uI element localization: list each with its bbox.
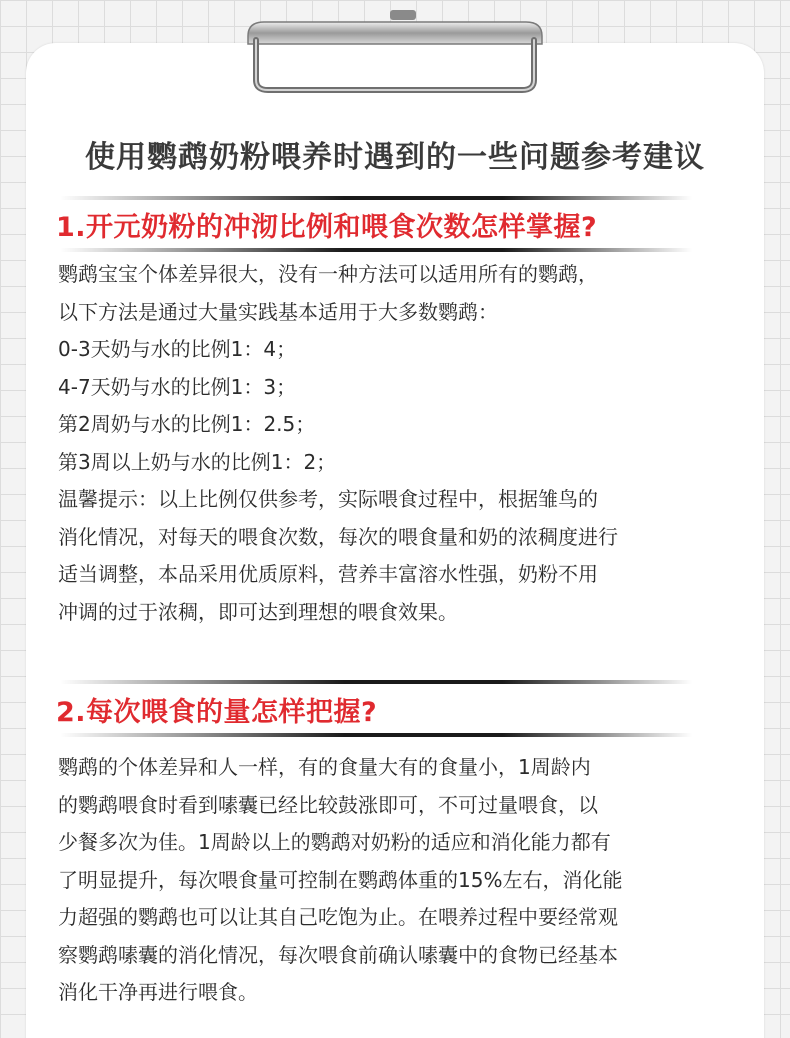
text-line: 冲调的过于浓稠，即可达到理想的喂食效果。: [58, 599, 458, 624]
clipboard-clip-icon: [242, 10, 548, 96]
section-divider: [60, 733, 692, 737]
page-title: 使用鹦鹉奶粉喂养时遇到的一些问题参考建议: [85, 140, 705, 175]
text-line: 适当调整，本品采用优质原料，营养丰富溶水性强，奶粉不用: [58, 562, 598, 586]
text-line: 第2周奶与水的比例1：2.5；: [58, 412, 316, 436]
text-line: 了明显提升，每次喂食量可控制在鹦鹉体重的15%左右，消化能: [58, 867, 623, 892]
text-line: 第3周以上奶与水的比例1：2；: [58, 449, 337, 474]
text-line: 鹦鹉宝宝个体差异很大，没有一种方法可以适用所有的鹦鹉，: [58, 262, 598, 286]
text-line: 察鹦鹉嗉囊的消化情况，每次喂食前确认嗉囊中的食物已经基本: [58, 942, 618, 967]
section-body-feeding-ratio: [58, 256, 618, 631]
text-line: 温馨提示：以上比例仅供参考，实际喂食过程中，根据雏鸟的: [58, 487, 598, 511]
text-line: 消化情况，对每天的喂食次数，每次的喂食量和奶的浓稠度进行: [58, 524, 618, 549]
section-divider: [60, 248, 692, 252]
section-divider: [60, 196, 692, 200]
text-line: 力超强的鹦鹉也可以让其自己吃饱为止。在喂养过程中要经常观: [58, 905, 618, 929]
text-line: 消化干净再进行喂食。: [58, 980, 258, 1004]
text-line: 以下方法是通过大量实践基本适用于大多数鹦鹉：: [58, 299, 498, 324]
text-line: 0-3天奶与水的比例1：4；: [58, 337, 297, 361]
text-line: 少餐多次为佳。1周龄以上的鹦鹉对奶粉的适应和消化能力都有: [58, 830, 611, 854]
section-body-feeding-amount: [58, 749, 622, 1012]
text-line: 的鹦鹉喂食时看到嗉囊已经比较鼓涨即可，不可过量喂食，以: [58, 792, 598, 817]
text-line: 鹦鹉的个体差异和人一样，有的食量大有的食量小，1周龄内: [58, 755, 591, 779]
section-divider: [60, 680, 692, 684]
section-heading-feeding-ratio: 1.开元奶粉的冲沏比例和喂食次数怎样掌握?: [56, 212, 598, 243]
text-line: 4-7天奶与水的比例1：3；: [58, 374, 297, 399]
section-heading-feeding-amount: 2.每次喂食的量怎样把握?: [56, 697, 378, 728]
